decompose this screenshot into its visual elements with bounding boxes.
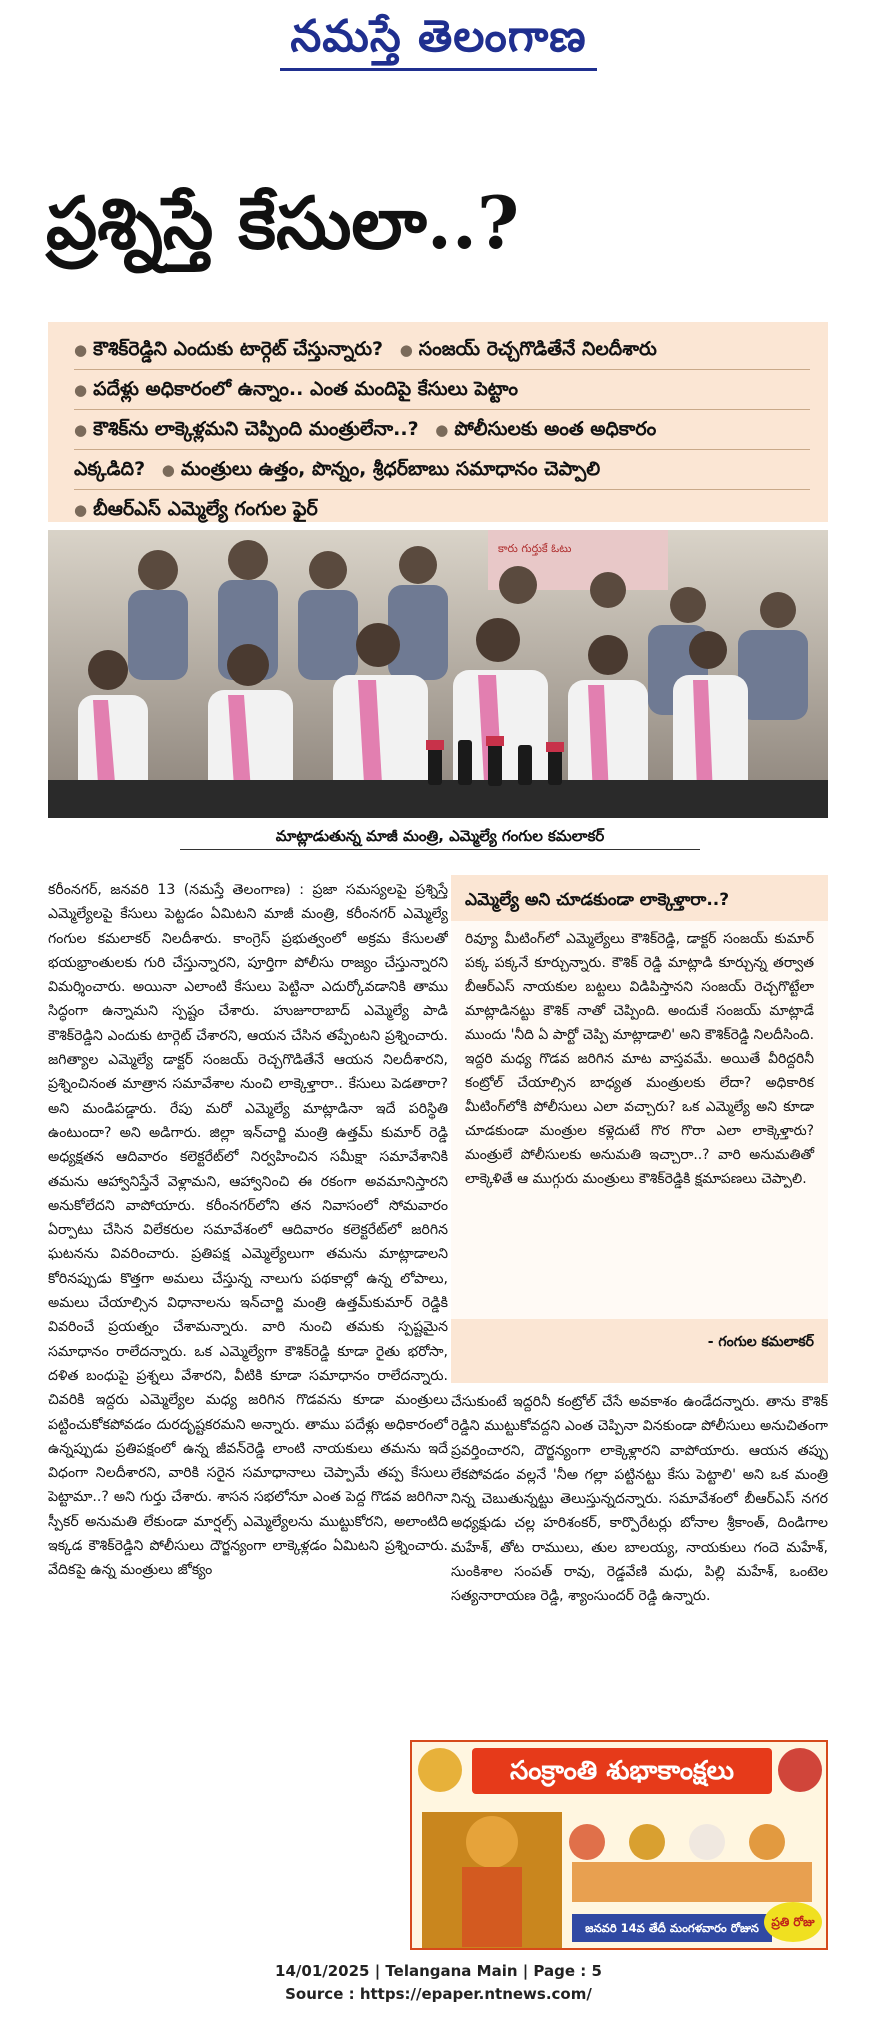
bullet-icon: ● <box>161 461 175 479</box>
highlight-text: సంజయ్ రెచ్చగొడితేనే నిలదీశారు <box>418 338 657 360</box>
sidebar-box <box>451 875 828 1383</box>
highlight-row <box>74 410 810 450</box>
bullet-icon: ● <box>74 501 88 519</box>
bullet-icon: ● <box>74 421 88 439</box>
article-body: కరీంనగర్, జనవరి 13 (నమస్తే తెలంగాణ) : ప్రజా సమస్యలపై ప్రశ్నిస్తే ఎమ్మెల్యేలపై కేసులు పెట్టడం ఏమిటని మాజీ మంత్రి, కరీంనగర్ ఎమ్మెల్యే గంగుల కమలాకర్ నిలదీశారు. కాంగ్రెస్ ప్రభుత్వంలో అక్రమ కేసులతో భయభ్రాంతులకు గురి చేస్తున్నారని, పూర్తిగా పోలీసు రాజ్యం చేస్తున్నారని విమర్శించారు. అయినా ఎలాంటి కేసులు పెట్టినా ఎదుర్కోవడానికి తాము సిద్ధంగా ఉన్నామని స్పష్టం చేశారు. హుజూరాబాద్ ఎమ్మెల్యే పాడి కౌశిక్‌రెడ్డిని ఎందుకు టార్గెట్ చేశారని, ఆయన చేసిన తప్పేంటని ప్రశ్నించారు. జగిత్యాల ఎమ్మెల్యే డాక్టర్ సంజయ్ రెచ్చగొడితేనే ఆయన నిలదీశారని, ప్రశ్నించినంత మాత్రాన సమావేశాల నుంచి లాక్కెళ్తారా.. కేసులు పెడతారా? అని మండిపడ్డారు. రేపు మరో ఎమ్మెల్యే మాట్లాడినా ఇదే పరిస్థితి ఉంటుందా? అని అడిగారు. జిల్లా ఇన్‌చార్జి మంత్రి ఉత్తమ్ కుమార్ రెడ్డి అధ్యక్షతన ఆదివారం కలెక్టరేట్‌లో నిర్వహించిన సమీక్షా సమావేశానికి తమను ఆహ్వానిస్తేనే వెళ్లామని, ఆహ్వానించి ఈ రకంగా అవమానిస్తారని అనుకోలేదని వాపోయారు. కరీంనగర్‌లోని తన నివాసంలో సోమవారం ఏర్పాటు చేసిన విలేకరుల సమావేశంలో ఆదివారం కలెక్టరేట్‌లో జరిగిన ఘటనను వివరించారు. ప్రతిపక్ష ఎమ్మెల్యేలుగా తమను మాట్లాడాలని కోరినప్పుడు కొత్తగా అమలు చేస్తున్న నాలుగు పథకాల్లో ఉన్న లోపాలు, అమలు చేయాల్సిన విధానాలను ఇన్‌చార్జి మంత్రి ఉత్తమ్‌కుమార్ రెడ్డికి వివరించే ప్రయత్నం చేశామన్నారు. వారి నుంచి తమకు స్పష్టమైన సమాధానం రాలేదన్నారు. ఒక ఎమ్మెల్యేగా కౌశిక్‌రెడ్డి కూడా రైతు భరోసా, దళిత బంధుపై ప్రశ్నలు వేశారని, వీటికి కూడా సమాధానం రాలేదన్నారు. చివరికి ఇద్దరు ఎమ్మెల్యేల మధ్య జరిగిన గొడవను కూడా మంత్రులు పట్టించుకోకపోవడం దురదృష్టకరమని అన్నారు. తాము పదేళ్లు అధికారంలో ఉన్నప్పుడు ప్రతిపక్షంలో ఉన్న జీవన్‌రెడ్డి లాంటి నాయకులు తమను ఇదే విధంగా నిలదీశారని, వారికి సరైన సమాధానాలు చెప్పామే తప్ప కేసులు పెట్టామా..? అని గుర్తు చేశారు. శాసన సభలోనూ ఎంత పెద్ద గొడవ జరిగినా స్పీకర్ అనుమతి లేకుండా మార్షల్స్ ఎమ్మెల్యేలను ముట్టుకోరని, అలాంటిది ఇక్కడ కౌశిక్‌రెడ్డిని పోలీసులు దౌర్జన్యంగా లాక్కెళ్లడం ఏమిటని ప్రశ్నించారు. వేదికపై ఉన్న మంత్రులు జోక్యం <box>48 882 448 1579</box>
highlight-row <box>74 490 810 529</box>
footer-source: Source : https://epaper.ntnews.com/ <box>285 1985 592 2003</box>
highlight-text: మంత్రులు ఉత్తం, పొన్నం, శ్రీధర్‌బాబు సమాధానం చెప్పాలి <box>180 458 601 480</box>
bullet-icon: ● <box>399 341 413 359</box>
highlight-text: కౌశిక్‌రెడ్డిని ఎందుకు టార్గెట్ చేస్తున్నారు? <box>93 338 384 360</box>
highlight-text: బీఆర్‌ఎస్ ఎమ్మెల్యే గంగుల ఫైర్ <box>93 498 318 520</box>
advertisement <box>410 1740 828 1950</box>
ad-headline: సంక్రాంతి శుభాకాంక్షలు <box>472 1748 772 1794</box>
ad-tag: ప్రతి రోజు <box>764 1902 822 1942</box>
masthead-title: నమస్తే తెలంగాణ <box>280 6 596 71</box>
highlight-text: పదేళ్లు అధికారంలో ఉన్నాం.. ఎంత మందిపై కేసులు పెట్టాం <box>93 378 518 400</box>
highlight-text: పోలీసులకు అంత అధికారం <box>454 418 657 440</box>
highlight-text: ఎక్కడిది? <box>74 458 146 480</box>
headline: ప్రశ్నిస్తే కేసులా..? <box>46 180 520 265</box>
masthead <box>0 6 877 76</box>
banner-text: కారు గుర్తుకే ఓటు <box>498 542 572 555</box>
bullet-icon: ● <box>435 421 449 439</box>
article-continuation: చేసుకుంటే ఇద్దరినీ కంట్రోల్ చేసే అవకాశం ఉండేదన్నారు. తాను కౌశిక్ రెడ్డిని ముట్టుకోవద్దని ఎంత చెప్పినా వినకుండా పోలీసులు అనుచితంగా ప్రవర్తించారని, దౌర్జన్యంగా లాక్కెళ్లారని వాపోయారు. ఆయన తప్పు లేకపోవడం వల్లనే 'నీఅ గల్లా పట్టినట్టు కేసు పెట్టాలి' అని ఒక మంత్రి నిన్న చెబుతున్నట్టు తెలుస్తున్నదన్నారు. సమావేశంలో బీఆర్‌ఎస్ నగర అధ్యక్షుడు చల్ల హరిశంకర్, కార్పొరేటర్లు బోనాల శ్రీకాంత్, దిండిగాల మహేశ్, తోట రాములు, తుల బాలయ్య, నాయకులు గందె మహేశ్, సుంకిశాల సంపత్ రావు, రెడ్డవేణి మధు, పిల్లి మహేశ్, ఒంటెల సత్యనారాయణ రెడ్డి, శ్యాంసుందర్ రెడ్డి ఉన్నారు. <box>451 1394 828 1605</box>
highlight-row <box>74 370 810 410</box>
highlights-box <box>48 322 828 522</box>
sidebar-body: రివ్యూ మీటింగ్‌లో ఎమ్మెల్యేలు కౌశిక్‌రెడ్డి, డాక్టర్ సంజయ్ కుమార్ పక్క పక్కనే కూర్చున్నారు. కౌశిక్ రెడ్డి మాట్లాడి కూర్చున్న తర్వాత బీఆర్‌ఎస్ నాయకుల బట్టలు విడిపిస్తానని సంజయ్ రెచ్చగొట్టేలా మాట్లాడినట్టు కౌశిక్ నాతో చెప్పింది. అందుకే సంజయ్ మాట్లాడే ముందు 'నీది ఏ పార్టో చెప్పి మాట్లాడాలి' అని కౌశిక్‌రెడ్డి నిలదీసింది. ఇద్దరి మధ్య గొడవ జరిగిన మాట వాస్తవమే. అయితే వీరిద్దరినీ కంట్రోల్ చేయాల్సిన బాధ్యత మంత్రులకు లేదా? అధికారిక మీటింగ్‌లోకి పోలీసులు ఎలా వచ్చారు? ఒక ఎమ్మెల్యే అని కూడా చూడకుండా మంత్రుల కళ్లెదుటే గొర గొరా ఎలా లాక్కెళ్తారు? మంత్రులే పోలీసులకు అనుమతి ఇచ్చారా..? వారి అనుమతితో లాక్కెళితే ఆ ముగ్గురు మంత్రులు కౌశిక్‌రెడ్డికి క్షమాపణలు చెప్పాలి. <box>451 921 828 1319</box>
sidebar-signature: - గంగుల కమలాకర్ <box>707 1334 814 1350</box>
highlight-row <box>74 450 810 490</box>
ad-subline: జనవరి 14వ తేదీ మంగళవారం రోజున <box>572 1914 772 1942</box>
footer-edition: 14/01/2025 | Telangana Main | Page : 5 <box>275 1962 602 1980</box>
bullet-icon: ● <box>74 341 88 359</box>
sidebar-title: ఎమ్మెల్యే అని చూడకుండా లాక్కెళ్తారా..? <box>465 890 730 910</box>
photo-caption: మాట్లాడుతున్న మాజీ మంత్రి, ఎమ్మెల్యే గంగుల కమలాకర్ <box>180 823 700 850</box>
press-meet-photo <box>48 530 828 818</box>
page-footer <box>0 1960 877 2006</box>
bullet-icon: ● <box>74 381 88 399</box>
highlight-row <box>74 330 810 370</box>
highlight-text: కౌశిక్‌ను లాక్కెళ్లమని చెప్పింది మంత్రులేనా..? <box>93 418 419 440</box>
